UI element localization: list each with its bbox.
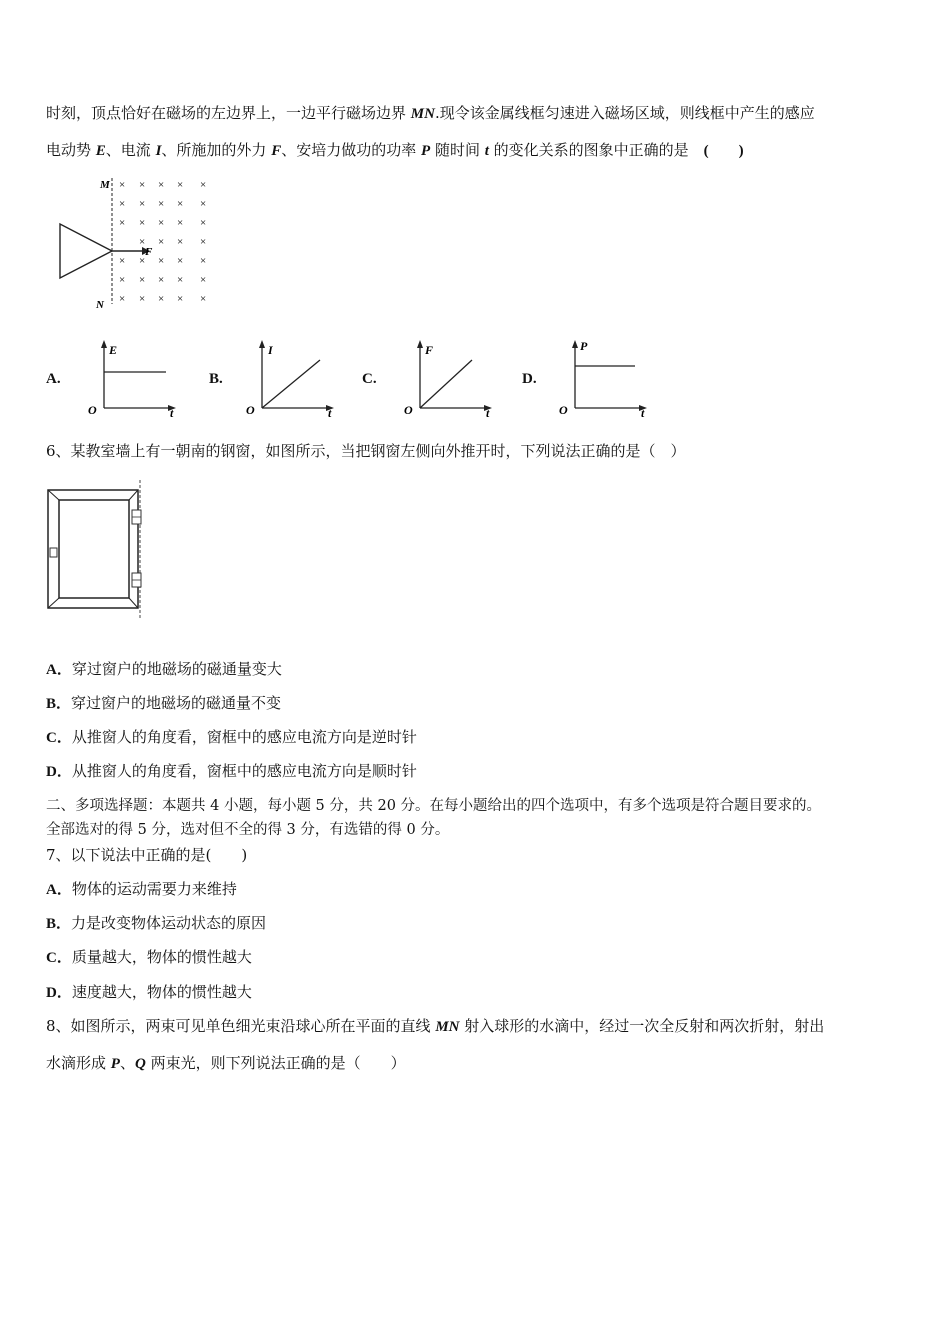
q5-option-b-graph <box>242 338 342 423</box>
triangle-frame <box>60 224 112 278</box>
text-run: 8、如图所示，两束可见单色细光束沿球心所在平面的直线 <box>46 1017 436 1035</box>
symbol-mn: MN <box>435 1019 460 1035</box>
field-cross: × <box>119 274 126 286</box>
q6-option-a <box>46 659 282 680</box>
q5-stem-line2 <box>46 140 744 161</box>
text-run: 随时间 <box>430 141 485 159</box>
frame-corner <box>48 490 59 500</box>
field-cross: × <box>200 274 207 286</box>
field-cross: × <box>119 293 126 305</box>
field-cross: × <box>177 255 184 267</box>
section2-heading-line2: 全部选对的得 5 分，选对但不全的得 3 分，有选错的得 0 分。 <box>46 822 450 838</box>
handle <box>50 548 57 557</box>
q6-option-b <box>46 693 281 714</box>
y-arrow <box>572 340 578 348</box>
text-run: 两束光，则下列说法正确的是（ ） <box>145 1054 406 1072</box>
q7-option-b <box>46 913 266 934</box>
text-run: 、电流 <box>105 141 156 159</box>
y-label: E <box>109 343 118 357</box>
field-cross: × <box>139 236 146 248</box>
q5-stem-line1 <box>46 103 815 124</box>
symbol-i: I <box>155 143 162 159</box>
q5-option-c-graph <box>400 338 500 423</box>
symbol-f: F <box>271 143 282 159</box>
option-text: 物体的运动需要力来维持 <box>71 880 237 898</box>
option-letter: A． <box>46 882 72 898</box>
y-label: P <box>580 339 588 353</box>
text-run: 的变化关系的图象中正确的是 <box>488 141 704 159</box>
field-cross: × <box>139 217 146 229</box>
field-cross: × <box>139 274 146 286</box>
x-label: t <box>641 406 645 420</box>
q5-option-a-graph <box>84 338 184 423</box>
option-letter: A． <box>46 662 72 678</box>
text-run: 时刻，顶点恰好在磁场的左边界上，一边平行磁场边界 <box>46 104 411 122</box>
symbol-p: P <box>421 143 431 159</box>
q5-option-a-letter: A. <box>46 371 61 387</box>
window-frame-inner <box>59 500 129 598</box>
frame-corner <box>129 490 138 500</box>
symbol-t: t <box>484 143 489 159</box>
q7-option-c <box>46 947 252 968</box>
magnetic-field-crosses <box>119 179 206 305</box>
field-cross: × <box>139 179 146 191</box>
frame-corner <box>129 598 138 608</box>
option-letter: D． <box>46 985 72 1001</box>
field-cross: × <box>158 293 165 305</box>
option-letter: B． <box>46 696 72 712</box>
curve-linear <box>420 360 472 408</box>
y-label: F <box>425 343 434 357</box>
text-run: 电动势 <box>46 141 96 159</box>
option-text: 穿过窗户的地磁场的磁通量变大 <box>71 660 282 678</box>
field-cross: × <box>119 198 126 210</box>
option-text: 质量越大，物体的惯性越大 <box>71 948 252 966</box>
q6-option-c <box>46 727 417 748</box>
option-text: 穿过窗户的地磁场的磁通量不变 <box>71 694 282 712</box>
field-cross: × <box>200 255 207 267</box>
field-cross: × <box>139 255 146 267</box>
text-run: 、所施加的外力 <box>161 141 272 159</box>
field-cross: × <box>200 179 207 191</box>
origin-label: O <box>404 403 413 417</box>
q5-magnetic-field-figure <box>52 174 222 314</box>
q7-option-a <box>46 879 237 900</box>
field-cross: × <box>158 179 165 191</box>
q7-option-d <box>46 982 252 1003</box>
option-text: 从推窗人的角度看，窗框中的感应电流方向是逆时针 <box>71 728 417 746</box>
answer-bracket: ( ) <box>703 143 744 159</box>
option-letter: C． <box>46 730 72 746</box>
text-run: .现令该金属线框匀速进入磁场区域，则线框中产生的感应 <box>434 104 815 122</box>
field-cross: × <box>158 217 165 229</box>
option-letter: B． <box>46 916 72 932</box>
field-cross: × <box>158 255 165 267</box>
option-text: 力是改变物体运动状态的原因 <box>71 914 267 932</box>
field-cross: × <box>119 179 126 191</box>
option-letter: D． <box>46 764 72 780</box>
x-label: t <box>486 406 490 420</box>
q5-option-d-graph <box>555 338 655 423</box>
field-cross: × <box>158 274 165 286</box>
field-cross: × <box>119 217 126 229</box>
y-arrow <box>259 340 265 348</box>
q8-stem-line2 <box>46 1053 406 1074</box>
q6-window-figure <box>46 480 156 620</box>
text-run: 、 <box>119 1054 135 1072</box>
y-label: I <box>268 343 273 357</box>
field-cross: × <box>177 236 184 248</box>
field-cross: × <box>177 274 184 286</box>
field-cross: × <box>200 198 207 210</box>
origin-label: O <box>88 403 97 417</box>
field-cross: × <box>177 198 184 210</box>
y-arrow <box>101 340 107 348</box>
text-run: 、安培力做功的功率 <box>281 141 421 159</box>
label-f: F <box>145 246 153 258</box>
field-cross: × <box>177 293 184 305</box>
x-label: t <box>170 406 174 420</box>
origin-label: O <box>559 403 568 417</box>
field-cross: × <box>158 198 165 210</box>
q5-option-d-letter: D. <box>522 371 537 387</box>
label-m: M <box>100 179 110 191</box>
field-cross: × <box>177 179 184 191</box>
q5-option-c-letter: C. <box>362 371 377 387</box>
origin-label: O <box>246 403 255 417</box>
field-cross: × <box>200 217 207 229</box>
label-n: N <box>96 299 104 311</box>
y-arrow <box>417 340 423 348</box>
field-cross: × <box>200 293 207 305</box>
window-frame-outer <box>48 490 138 608</box>
field-cross: × <box>119 255 126 267</box>
x-label: t <box>328 406 332 420</box>
symbol-mn: MN <box>410 106 435 122</box>
curve-linear <box>262 360 320 408</box>
text-run: 水滴形成 <box>46 1054 111 1072</box>
field-cross: × <box>200 236 207 248</box>
frame-corner <box>48 598 59 608</box>
q5-option-b-letter: B. <box>209 371 223 387</box>
field-cross: × <box>139 198 146 210</box>
q7-stem: 7、以下说法中正确的是( ) <box>46 846 248 864</box>
q6-option-d <box>46 761 417 782</box>
option-letter: C． <box>46 950 72 966</box>
field-cross: × <box>177 217 184 229</box>
field-cross: × <box>158 236 165 248</box>
symbol-p: P <box>110 1056 120 1072</box>
q8-stem-line1 <box>46 1016 824 1037</box>
option-text: 从推窗人的角度看，窗框中的感应电流方向是顺时针 <box>71 762 417 780</box>
text-run: 射入球形的水滴中，经过一次全反射和两次折射，射出 <box>459 1017 825 1035</box>
q6-stem: 6、某教室墙上有一朝南的钢窗，如图所示，当把钢窗左侧向外推开时，下列说法正确的是（ ） <box>46 442 686 460</box>
symbol-q: Q <box>134 1056 146 1072</box>
option-text: 速度越大，物体的惯性越大 <box>71 983 252 1001</box>
field-cross: × <box>139 293 146 305</box>
symbol-e: E <box>95 143 106 159</box>
section2-heading-line1: 二、多项选择题：本题共 4 小题，每小题 5 分，共 20 分。在每小题给出的四个选项中，有多个选项是符合题目要求的。 <box>46 798 822 814</box>
